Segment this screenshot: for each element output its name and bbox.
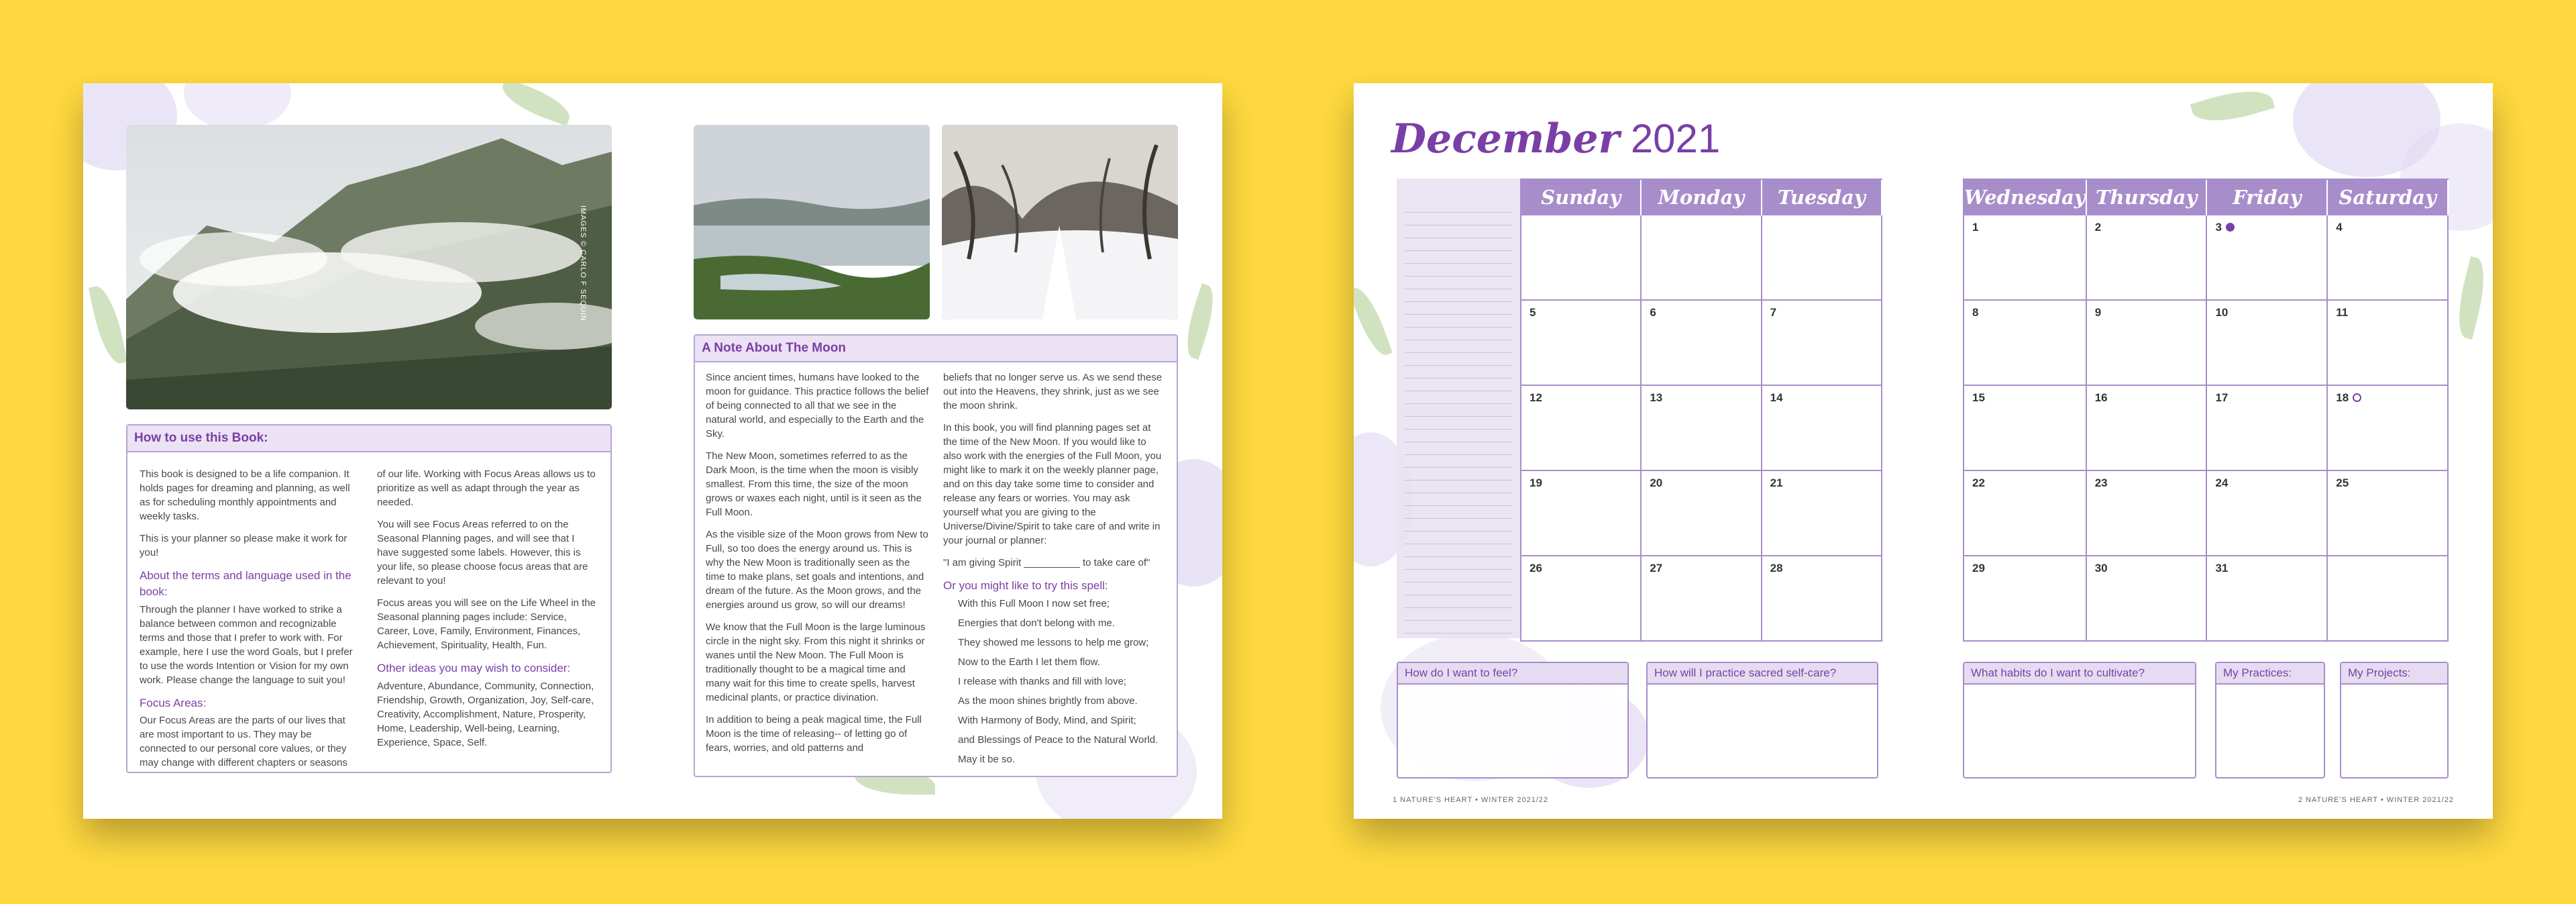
moon-note-title: A Note About The Moon <box>695 336 1177 362</box>
note-line <box>1405 403 1512 404</box>
footer-right: 2 NATURE'S HEART • WINTER 2021/22 <box>2298 796 2454 804</box>
photo-credit: IMAGES © CARLO F SEQUIN <box>579 205 587 321</box>
paragraph: You will see Focus Areas referred to on the Seasonal Planning pages, and will see that I have suggested some labels. However, this is your life, so please choose focus areas that are relevant to you! <box>377 519 588 587</box>
right-spread <box>1354 83 2493 819</box>
note-line <box>1405 378 1512 379</box>
month-name: December <box>1391 115 1620 162</box>
day-number: 23 <box>2094 476 2108 489</box>
calendar-day-cell[interactable] <box>1521 301 1642 386</box>
footer-left: 1 NATURE'S HEART • WINTER 2021/22 <box>1393 796 1549 804</box>
paragraph: "I am giving Spirit __________ to take care of" <box>943 557 1150 568</box>
leaf-decoration <box>497 83 575 126</box>
calendar-day-cell[interactable] <box>2207 471 2328 556</box>
calendar-day-cell[interactable] <box>1964 471 2087 556</box>
weekday-header: Thursday <box>2087 180 2208 215</box>
subheading: About the terms and language used in the book: <box>140 569 352 598</box>
day-number: 20 <box>1650 476 1663 489</box>
day-number: 2 <box>2094 221 2102 234</box>
calendar-day-cell[interactable] <box>2087 301 2208 386</box>
day-number: 27 <box>1650 562 1663 574</box>
calendar-day-cell[interactable] <box>1521 471 1642 556</box>
calendar-day-cell[interactable] <box>1964 301 2087 386</box>
calendar-day-cell[interactable] <box>1762 215 1882 301</box>
day-number: 18 <box>2336 391 2349 404</box>
leaf-decoration <box>1354 283 1393 360</box>
moon-column-1 <box>706 370 930 763</box>
day-number: 5 <box>1529 306 1536 319</box>
practices-box-label: My Practices: <box>2216 663 2324 685</box>
paragraph: The New Moon, sometimes referred to as the Dark Moon, is the time when the moon is visibly smallest. From this time, the size of the moon grows or waxes each night, until is it seen as the Full Moon. <box>706 450 922 518</box>
day-number: 11 <box>2336 306 2349 319</box>
calendar-day-cell[interactable] <box>2328 386 2449 471</box>
calendar-sun-tue <box>1520 179 1882 642</box>
paragraph: In addition to being a peak magical time, the Full Moon is the time of releasing-- of letting go of fears, worries, and old patterns and <box>706 714 922 754</box>
flower-decoration <box>184 83 291 130</box>
day-number: 7 <box>1770 306 1777 319</box>
paragraph: We know that the Full Moon is the large luminous circle in the night sky. From this night it shrinks or wanes until the New Moon. The Full Moon is traditionally thought to be a magical time and many wait for this time to create spells, harvest medicinal plants, or practice divination. <box>706 621 926 703</box>
day-number: 28 <box>1770 562 1783 574</box>
calendar-day-cell[interactable] <box>1642 386 1762 471</box>
paragraph: Focus areas you will see on the Life Wheel in the Seasonal planning pages include: Service, Career, Love, Family, Environment, Finances, Achievement, Spirituality, Health, Fun. <box>377 597 596 651</box>
day-number: 15 <box>1972 391 1985 404</box>
leaf-decoration <box>2451 256 2491 340</box>
note-line <box>1405 212 1512 213</box>
note-line <box>1405 327 1512 328</box>
note-line <box>1405 518 1512 519</box>
note-line <box>1405 352 1512 353</box>
day-number: 8 <box>1972 306 1979 319</box>
subheading: Other ideas you may wish to consider: <box>377 662 571 674</box>
note-line <box>1405 429 1512 430</box>
paragraph: Adventure, Abundance, Community, Connection, Friendship, Growth, Organization, Joy, Self-care, Creativity, Accomplishment, Nature, Prosperity, Home, Leadership, Well-being, Learning, Experience, Space, Self. <box>377 680 594 748</box>
note-line <box>1405 250 1512 251</box>
paragraph: In this book, you will find planning pages set at the time of the New Moon. If you would like to also work with the energies of the Full Moon, you might like to mark it on the weekly planner page, and on this day take some time to consider and release any fears or worries. You may ask yourself what you are giving to the Universe/Divine/Spirit to take care of and write in your journal or planner: <box>943 422 1162 546</box>
note-line <box>1405 531 1512 532</box>
paragraph: As the visible size of the Moon grows from New to Full, so too does the energy around us. This is why the New Moon is traditionally seen as the time to make plans, set goals and intentions, and dream of the future. As the Moon grows, and the energies around us grow, so will our dreams! <box>706 529 928 611</box>
spell-line: With Harmony of Body, Mind, and Spirit; <box>958 714 1136 726</box>
calendar-day-cell[interactable] <box>1762 471 1882 556</box>
day-number: 24 <box>2215 476 2229 489</box>
how-to-use-column-2 <box>377 467 598 758</box>
spell-line: As the moon shines brightly from above. <box>958 695 1138 707</box>
day-number: 3 <box>2215 221 2222 234</box>
note-line <box>1405 416 1512 417</box>
day-number: 29 <box>1972 562 1985 574</box>
habits-box-label: What habits do I want to cultivate? <box>1964 663 2195 685</box>
day-number: 14 <box>1770 391 1783 404</box>
paragraph: of our life. Working with Focus Areas allows us to prioritize as well as adapt through the year as needed. <box>377 468 596 508</box>
spell-line: Now to the Earth I let them flow. <box>958 656 1100 668</box>
new-moon-icon <box>2353 393 2361 402</box>
weekday-header: Saturday <box>2328 180 2449 215</box>
day-number: 30 <box>2094 562 2108 574</box>
how-to-use-panel <box>126 424 612 773</box>
note-line <box>1405 314 1512 315</box>
calendar-day-cell[interactable] <box>2087 471 2208 556</box>
day-number: 17 <box>2215 391 2229 404</box>
calendar-day-cell[interactable] <box>2328 556 2449 642</box>
note-line <box>1405 454 1512 455</box>
leaf-decoration <box>2190 83 2275 130</box>
paragraph: This is your planner so please make it work for you! <box>140 533 347 558</box>
how-to-use-column-1 <box>140 467 356 778</box>
paragraph: beliefs that no longer serve us. As we send these out into the Heavens, they shrink, just as we see the moon shrink. <box>943 372 1163 411</box>
calendar-day-cell[interactable] <box>2087 386 2208 471</box>
paragraph: This book is designed to be a life companion. It holds pages for dreaming and planning, as well as for scheduling monthly appointments and weekly tasks. <box>140 468 350 522</box>
moon-note-panel <box>694 334 1178 777</box>
day-number: 4 <box>2336 221 2343 234</box>
spell-line: I release with thanks and fill with love; <box>958 675 1126 687</box>
calendar-day-cell[interactable] <box>1964 556 2087 642</box>
spell-line: May it be so. <box>958 753 1016 765</box>
calendar-day-cell[interactable] <box>1521 556 1642 642</box>
projects-box-label: My Projects: <box>2341 663 2447 685</box>
lake-photo <box>694 125 930 319</box>
weekday-header: Wednesday <box>1964 180 2087 215</box>
projects-box[interactable] <box>2340 662 2449 779</box>
note-line <box>1405 607 1512 608</box>
calendar-day-cell[interactable] <box>1762 301 1882 386</box>
paragraph: Through the planner I have worked to strike a balance between common and recognizable terms and those that I prefer to work with. For example, here I use the word Goals, but I prefer to use the words Intention or Vision for my own work. Please change the language to suit you! <box>140 603 353 686</box>
calendar-day-cell[interactable] <box>2087 215 2208 301</box>
calendar-day-cell[interactable] <box>2328 471 2449 556</box>
day-number: 22 <box>1972 476 1985 489</box>
how-to-use-title: How to use this Book: <box>127 425 610 452</box>
note-line <box>1405 263 1512 264</box>
calendar-wed-sat <box>1963 179 2449 642</box>
full-moon-icon <box>2226 223 2235 232</box>
mountain-photo <box>126 125 612 409</box>
subheading: Or you might like to try this spell: <box>943 579 1108 592</box>
note-line <box>1405 633 1512 634</box>
month-title <box>1391 115 1720 162</box>
calendar-day-cell[interactable] <box>1964 386 2087 471</box>
practices-box[interactable] <box>2215 662 2325 779</box>
weekday-header: Friday <box>2207 180 2328 215</box>
leaf-decoration <box>1179 283 1222 360</box>
paragraph: Since ancient times, humans have looked to the moon for guidance. This practice follows the belief of being connected to all that we see in the natural world, and especially to the Earth and the Sky. <box>706 372 929 440</box>
calendar-day-cell[interactable] <box>2207 556 2328 642</box>
calendar-day-cell[interactable] <box>1642 556 1762 642</box>
day-number: 26 <box>1529 562 1542 574</box>
note-line <box>1405 556 1512 557</box>
left-spread <box>83 83 1222 819</box>
feel-box[interactable] <box>1397 662 1629 779</box>
calendar-day-cell[interactable] <box>2328 215 2449 301</box>
calendar-day-cell[interactable] <box>1521 215 1642 301</box>
day-number: 13 <box>1650 391 1663 404</box>
note-line <box>1405 480 1512 481</box>
self-care-box[interactable] <box>1646 662 1878 779</box>
calendar-day-cell[interactable] <box>2087 556 2208 642</box>
self-care-box-label: How will I practice sacred self-care? <box>1648 663 1877 685</box>
leaf-decoration <box>89 283 127 366</box>
year: 2021 <box>1630 116 1721 161</box>
habits-box[interactable] <box>1963 662 2196 779</box>
calendar-day-cell[interactable] <box>1642 301 1762 386</box>
calendar-day-cell[interactable] <box>2328 301 2449 386</box>
note-line <box>1405 505 1512 506</box>
day-number: 9 <box>2094 306 2102 319</box>
weekday-header: Sunday <box>1521 180 1642 215</box>
note-line <box>1405 569 1512 570</box>
paragraph: Our Focus Areas are the parts of our lives that are most important to us. They may be connected to our personal core values, or they may change with different chapters or seasons <box>140 715 347 769</box>
day-number: 16 <box>2094 391 2108 404</box>
note-line <box>1405 365 1512 366</box>
calendar-day-cell[interactable] <box>1642 471 1762 556</box>
day-number: 12 <box>1529 391 1542 404</box>
moon-column-2 <box>943 370 1167 772</box>
note-line <box>1405 301 1512 302</box>
spell-line: Energies that don't belong with me. <box>958 617 1115 629</box>
note-line <box>1405 467 1512 468</box>
snowy-trees-photo <box>942 125 1178 319</box>
day-number: 25 <box>2336 476 2349 489</box>
calendar-day-cell[interactable] <box>2207 386 2328 471</box>
day-number: 6 <box>1650 306 1656 319</box>
feel-box-label: How do I want to feel? <box>1398 663 1627 685</box>
calendar-day-cell[interactable] <box>1762 556 1882 642</box>
notes-column <box>1397 179 1520 638</box>
day-number: 10 <box>2215 306 2229 319</box>
calendar-day-cell[interactable] <box>2207 301 2328 386</box>
note-line <box>1405 276 1512 277</box>
calendar-day-cell[interactable] <box>1762 386 1882 471</box>
weekday-header: Monday <box>1642 180 1762 215</box>
calendar-day-cell[interactable] <box>2207 215 2328 301</box>
weekday-header: Tuesday <box>1762 180 1882 215</box>
day-number: 1 <box>1972 221 1979 234</box>
calendar-day-cell[interactable] <box>1642 215 1762 301</box>
calendar-day-cell[interactable] <box>1964 215 2087 301</box>
spell-line: and Blessings of Peace to the Natural World. <box>958 734 1159 746</box>
day-number: 21 <box>1770 476 1783 489</box>
note-line <box>1405 620 1512 621</box>
subheading: Focus Areas: <box>140 696 207 709</box>
day-number: 31 <box>2215 562 2229 574</box>
note-line <box>1405 582 1512 583</box>
spell-line: With this Full Moon I now set free; <box>958 597 1110 609</box>
day-number: 19 <box>1529 476 1542 489</box>
calendar-day-cell[interactable] <box>1521 386 1642 471</box>
spell-line: They showed me lessons to help me grow; <box>958 636 1149 648</box>
